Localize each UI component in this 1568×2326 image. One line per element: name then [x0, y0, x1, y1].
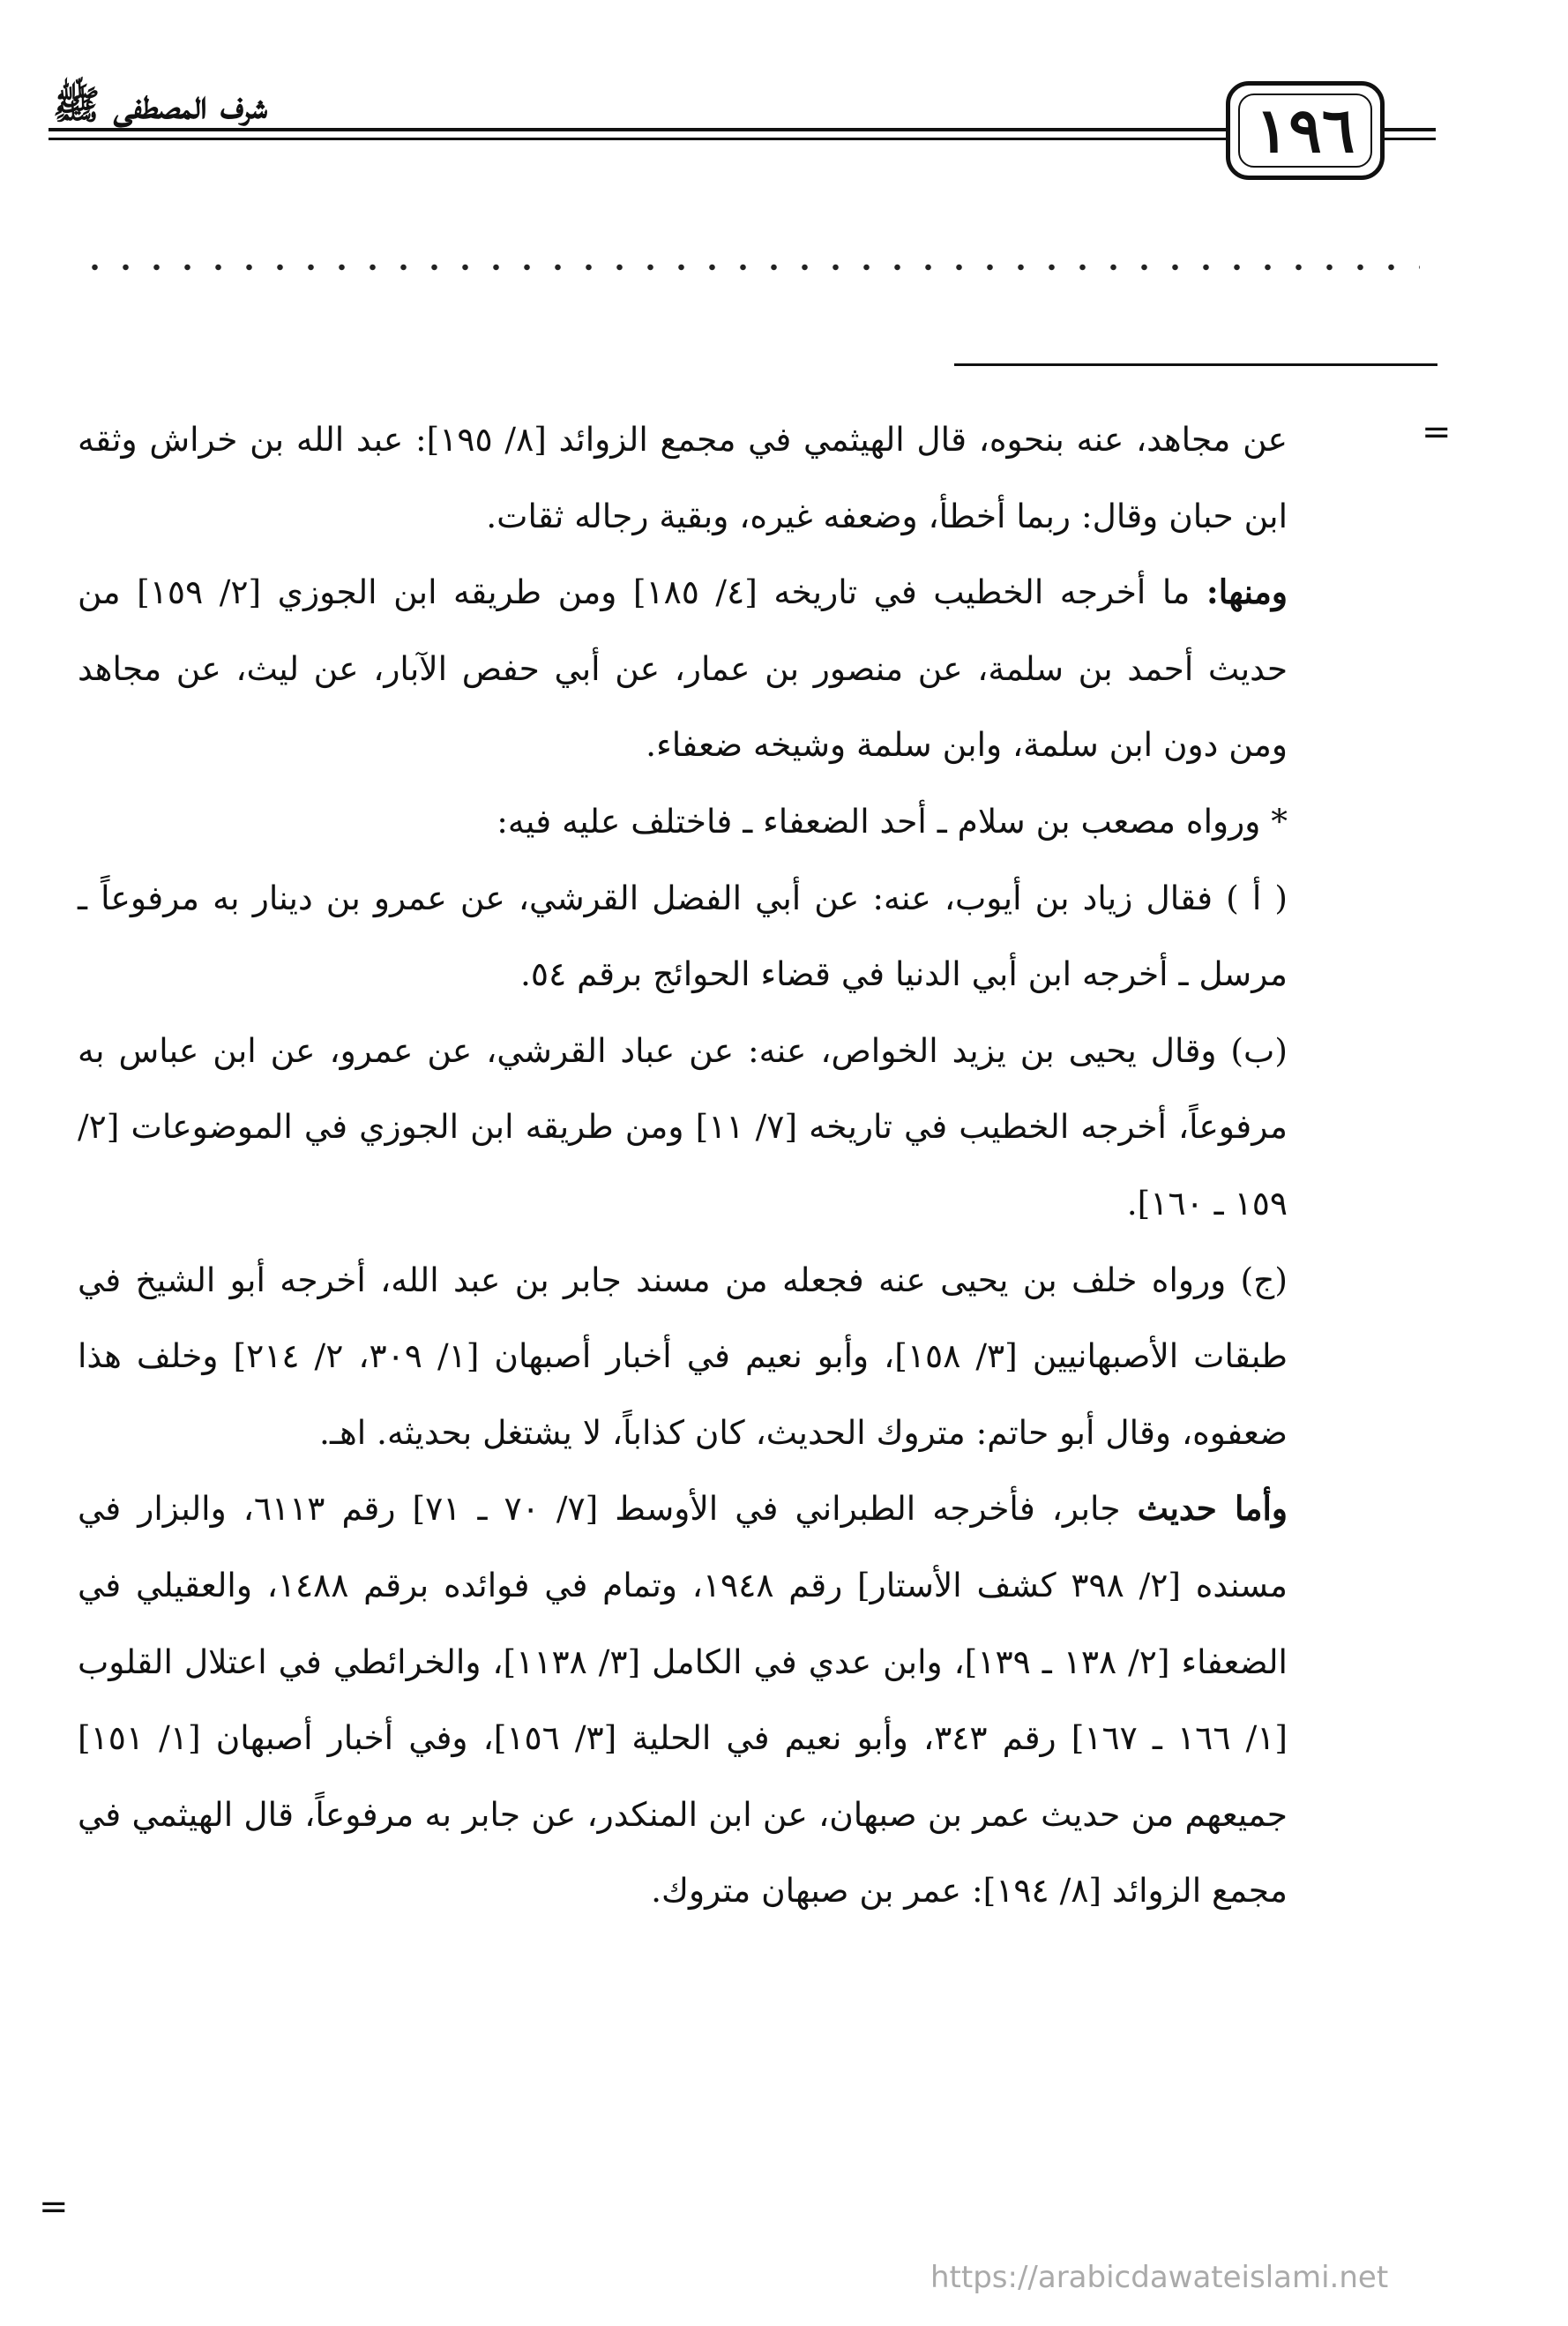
- watermark-url: https://arabicdawateislami.net: [930, 2260, 1389, 2295]
- paragraph-7: وأما حديث جابر، فأخرجه الطبراني في الأوسط [٧/ ٧٠ ـ ٧١] رقم ٦١١٣، والبزار في مسنده [٢/ ٣٩٨ كشف الأستار] رقم ١٩٤٨، وتمام في فوائده برقم ١٤٨٨، والعقيلي في الضعفاء [٢/ ١٣٨ ـ ١٣٩]، وابن عدي في الكامل [٣/ ١١٣٨]، والخرائطي في اعتلال القلوب [١/ ١٦٦ ـ ١٦٧] رقم ٣٤٣، وأبو نعيم في الحلية [٣/ ١٥٦]، وفي أخبار أصبهان [١/ ١٥١] جميعهم من حديث عمر بن صبهان، عن ابن المنكدر، عن جابر به مرفوعاً، قال الهيثمي في مجمع الزوائد [٨/ ١٩٤]: عمر بن صبهان متروك.: [78, 1489, 1288, 1911]
- book-title: شرف المصطفى ﷺ: [53, 83, 268, 128]
- continuation-mark-top: =: [1422, 412, 1452, 452]
- page-number: ١٩٦: [1255, 93, 1355, 167]
- paragraph-2: ومنها: ما أخرجه الخطيب في تاريخه [٤/ ١٨٥] ومن طريقه ابن الجوزي [٢/ ١٥٩] من حديث أحمد بن سلمة، عن منصور بن عمار، عن أبي حفص الآبار، عن ليث، عن مجاهد ومن دون ابن سلمة، وابن سلمة وشيخه ضعفاء.: [78, 572, 1288, 765]
- footnote-text: [78, 401, 1288, 1929]
- paragraph-5: (ب) وقال يحيى بن يزيد الخواص، عنه: عن عباد القرشي، عن عمرو، عن ابن عباس به مرفوعاً، أخرجه الخطيب في تاريخه [٧/ ١١] ومن طريقه ابن الجوزي في الموضوعات [٢/ ١٥٩ ـ ١٦٠].: [78, 1030, 1288, 1223]
- paragraph-6: (ج) ورواه خلف بن يحيى عنه فجعله من مسند جابر بن عبد الله، أخرجه أبو الشيخ في طبقات الأصبهانيين [٣/ ١٥٨]، وأبو نعيم في أخبار أصبهان [١/ ٣٠٩، ٢/ ٢١٤] وخلف هذا ضعفوه، وقال أبو حاتم: متروك الحديث، كان كذاباً، لا يشتغل بحديثه. اهـ.: [78, 1260, 1288, 1452]
- continuation-mark-bottom: =: [39, 2187, 69, 2227]
- footnote-rule: [954, 363, 1437, 366]
- lead-in-bold: ومنها:: [1206, 572, 1288, 612]
- paragraph-3: * ورواه مصعب بن سلام ـ أحد الضعفاء ـ فاختلف عليه فيه:: [497, 801, 1288, 841]
- paragraph-4: ( أ ) فقال زياد بن أيوب، عنه: عن أبي الفضل القرشي، عن عمرو بن دينار به مرفوعاً ـ مرسل ـ أخرجه ابن أبي الدنيا في قضاء الحوائج برقم ٥٤.: [78, 878, 1288, 994]
- paragraph-1: عن مجاهد، عنه بنحوه، قال الهيثمي في مجمع الزوائد [٨/ ١٩٥]: عبد الله بن خراش وثقه ابن حبان وقال: ربما أخطأ، وضعفه غيره، وبقية رجاله ثقات.: [78, 420, 1288, 535]
- lead-in-bold: وأما حديث: [1137, 1489, 1288, 1529]
- page-number-frame: [1226, 81, 1385, 180]
- dotted-separator: [79, 261, 1420, 273]
